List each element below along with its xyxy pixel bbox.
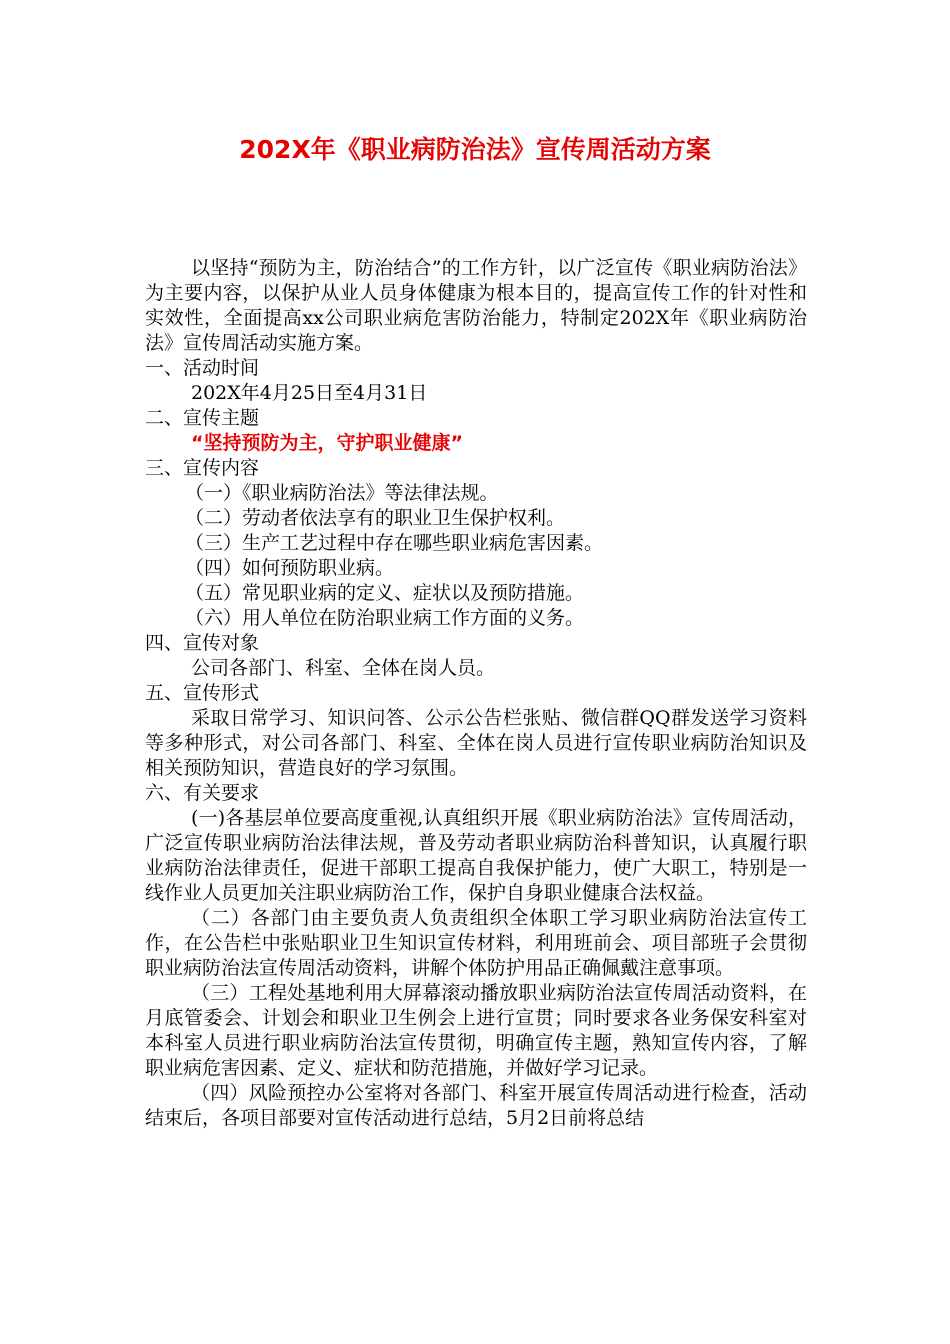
document-body — [145, 256, 807, 1131]
requirement-paragraph: （四）风险预控办公室将对各部门、科室开展宣传周活动进行检查，活动结束后，各项目部要对宣传活动进行总结，5月2日前将总结 — [145, 1082, 807, 1129]
content-list-item: （六）用人单位在防治职业病工作方面的义务。 — [185, 607, 585, 629]
document-title: 202X年《职业病防治法》宣传周活动方案 — [239, 135, 711, 164]
section-heading-audience: 四、宣传对象 — [145, 632, 260, 654]
activity-time-text: 202X年4月25日至4月31日 — [191, 382, 428, 404]
requirement-paragraph: (一)各基层单位要高度重视,认真组织开展《职业病防治法》宣传周活动，广泛宣传职业病防治法律法规，普及劳动者职业病防治科普知识，认真履行职业病防治法律责任，促进干部职工提高自我保护能力，使广大职工，特别是一线作业人员更加关注职业病防治工作，保护自身职业健康合法权益。 — [145, 807, 807, 904]
content-list-item: （五）常见职业病的定义、症状以及预防措施。 — [185, 582, 585, 604]
content-list-item: （二）劳动者依法享有的职业卫生保护权利。 — [185, 507, 566, 529]
section-heading-theme: 二、宣传主题 — [145, 407, 260, 429]
requirement-paragraph: （二）各部门由主要负责人负责组织全体职工学习职业病防治法宣传工作，在公告栏中张贴职业卫生知识宣传材料，利用班前会、项目部班子会贯彻职业病防治法宣传周活动资料，讲解个体防护用品正确佩戴注意事项。 — [145, 907, 807, 979]
section-heading-time: 一、活动时间 — [145, 357, 260, 379]
section-heading-requirements: 六、有关要求 — [145, 782, 260, 804]
requirement-paragraph: （三）工程处基地利用大屏幕滚动播放职业病防治法宣传周活动资料，在月底管委会、计划会和职业卫生例会上进行宣贯；同时要求各业务保安科室对本科室人员进行职业病防治法宣传贯彻，明确宣传主题，熟知宣传内容，了解职业病危害因素、定义、症状和防范措施，并做好学习记录。 — [145, 982, 807, 1079]
intro-paragraph: 以坚持“预防为主，防治结合”的工作方针，以广泛宣传《职业病防治法》为主要内容，以保护从业人员身体健康为根本目的，提高宣传工作的针对性和实效性，全面提高xx公司职业病危害防治能力，特制定202X年《职业病防治法》宣传周活动实施方案。 — [145, 257, 807, 354]
audience-text: 公司各部门、科室、全体在岗人员。 — [191, 657, 496, 679]
content-list-item: （一）《职业病防治法》等法律法规。 — [185, 482, 499, 504]
theme-slogan: “坚持预防为主，守护职业健康” — [191, 432, 463, 454]
section-heading-format: 五、宣传形式 — [145, 682, 260, 704]
content-list-item: （四）如何预防职业病。 — [185, 557, 395, 579]
content-list-item: （三）生产工艺过程中存在哪些职业病危害因素。 — [185, 532, 604, 554]
section-heading-content: 三、宣传内容 — [145, 457, 260, 479]
format-paragraph: 采取日常学习、知识问答、公示公告栏张贴、微信群QQ群发送学习资料等多种形式，对公司各部门、科室、全体在岗人员进行宣传职业病防治知识及相关预防知识，营造良好的学习氛围。 — [145, 707, 807, 779]
